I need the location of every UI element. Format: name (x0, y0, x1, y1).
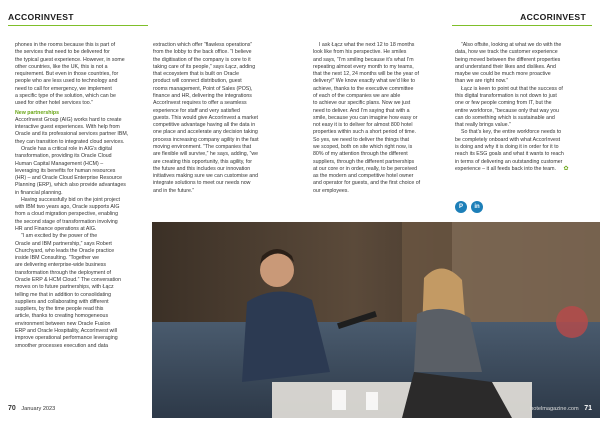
column-1-paragraph: “I am excited by the power of the Oracle and IBM partnership,” says Robert Churchyard, who leads the Oracle practice inside IBM Consulting. “Together we are delivering enterprise-wide business transformation through the deployment of Oracle ERP & HCM Cloud.” The conversation moves on to future partnerships, with Łącz telling me that in addition to consolidating suppliers and collaborating with different suppliers, by the time people read this article, thanks to creating homogeneous environment between new Oracle Fusion ERP and Oracle Hospitality, AccorInvest will improve operational performance leveraging smoother processes execution and data (15, 233, 122, 349)
magazine-section-label-right: ACCORINVEST (520, 12, 586, 22)
column-4-paragraph: “Also offsite, looking at what we do with the data, how we track the customer experience being moved between the different properties and understand their likes and dislikes. And maybe we could be much more proactive than we are right now.” (455, 42, 562, 85)
header-rule-left (8, 25, 148, 26)
linkedin-icon[interactable]: in (471, 201, 483, 213)
column-4-closing-text: So that’s key, the entire workforce needs to be completely onboard with what AccorInvest is doing and why it is doing it in order for it to reach its ESG goals and what it wants to reach in terms of delivering an outstanding customer experience – it all feeds back into the team. (455, 129, 564, 172)
article-column-1 (15, 42, 150, 350)
pinterest-icon[interactable]: P (455, 201, 467, 213)
column-2-text: extraction which offer “flawless operations” from the lobby to the back office. “I believe the digitisation of the company is core to it taking care of its people,” says Łącz, adding that ecosystem that is built on Oracle product will connect distribution, guest rooms management, Point of Sales (POS), finance and HR, delivering the integrations AccorInvest requires to offer a seamless experience for staff and very satisfied guests. This would give AccorInvest a market competitive advantage having all the data in one place and accelerate any decision taking process increasing company agility in the fast moving environment. “The companies that are flexible will survive,” he says, adding, “we are creating this opportunity, this agility, for the future and this includes our innovation initiatives making sure we can customise and integrate solutions to meet our needs now and in the future.” (153, 42, 259, 194)
page-footer-right (530, 405, 592, 412)
header-rule-right (452, 25, 592, 26)
article-column-2 (153, 42, 298, 195)
column-3-text: I ask Łącz what the next 12 to 18 months look like from his perspective. He smiles and says, “I’m smiling because it’s what I’m repeating almost every month to my teams, that the next 12, 24 months will be the year of delivery!” We know exactly what we’d like to achieve, thanks to the executive committee of each of the companies we are able to achieve our specific plans. Now we just need to deliver. And I’m saying that with a smile, because you can imagine how easy or not easy it is to deliver for almost 800 hotel properties within such a short period of time. So yes, we need to deliver the things that we scoped, both on site which right now, is 80% of my attention through the different suppliers, through the different partnerships at our core or in order, really, to be perceived as the modern and competitive hotel owner and operator for guests, and the first choice of our employees. (313, 42, 421, 194)
article-column-3 (313, 42, 453, 195)
column-4-paragraph: Łącz is keen to point out that the success of this digital transformation is not down to just one or few people coming from IT, but the entire workforce, “because only that way you can do something which is sustainable and that really brings value.” (455, 85, 563, 129)
section-heading-new-partnerships: New partnerships (15, 109, 60, 116)
column-4-paragraph (455, 129, 597, 173)
column-1-paragraph: Having successfully bid on the joint project with IBM two years ago, Oracle supports AIG from a cloud migration perspective, enabling the second stage of transformation involving HR and Finance operations at AIG. (15, 196, 120, 233)
lobby-photo-two-guests (152, 222, 600, 418)
issue-date: January 2023 (21, 406, 56, 412)
magazine-section-label-left: ACCORINVEST (8, 12, 74, 22)
lobby-photo-illustration (152, 222, 600, 418)
page-footer-left (8, 405, 55, 412)
site-url: hotelmagazine.com (530, 406, 579, 412)
column-1-continued-text: phones in the rooms because this is part of the services that need to be delivered for the typical guest experience. However, in some other countries, like the UK, this is not a requirement. But even in those countries, for people who are less used to technology and need to call for emergency, we implement a specific type of the solution, which can be used for other hotel services too.” (15, 42, 125, 107)
page-number-left: 70 (8, 405, 16, 412)
article-column-4 (455, 42, 597, 173)
column-1-paragraph: AccorInvest Group (AIG) works hard to create interactive guest experiences. With help from Oracle and its professional services partner IBM, they can transition to integrated cloud services. (15, 116, 129, 145)
end-mark-leaf-icon: ✿ (563, 165, 569, 172)
page-number-right: 71 (584, 405, 592, 412)
column-1-paragraph: Oracle has a critical role in AIG’s digital transformation, providing its Oracle Cloud Human Capital Management (HCM) – leveraging its benefits for human resources (HR) – and Oracle Cloud Enterprise Resource Planning (ERP), which also provide advantages in financial planning. (15, 145, 126, 196)
